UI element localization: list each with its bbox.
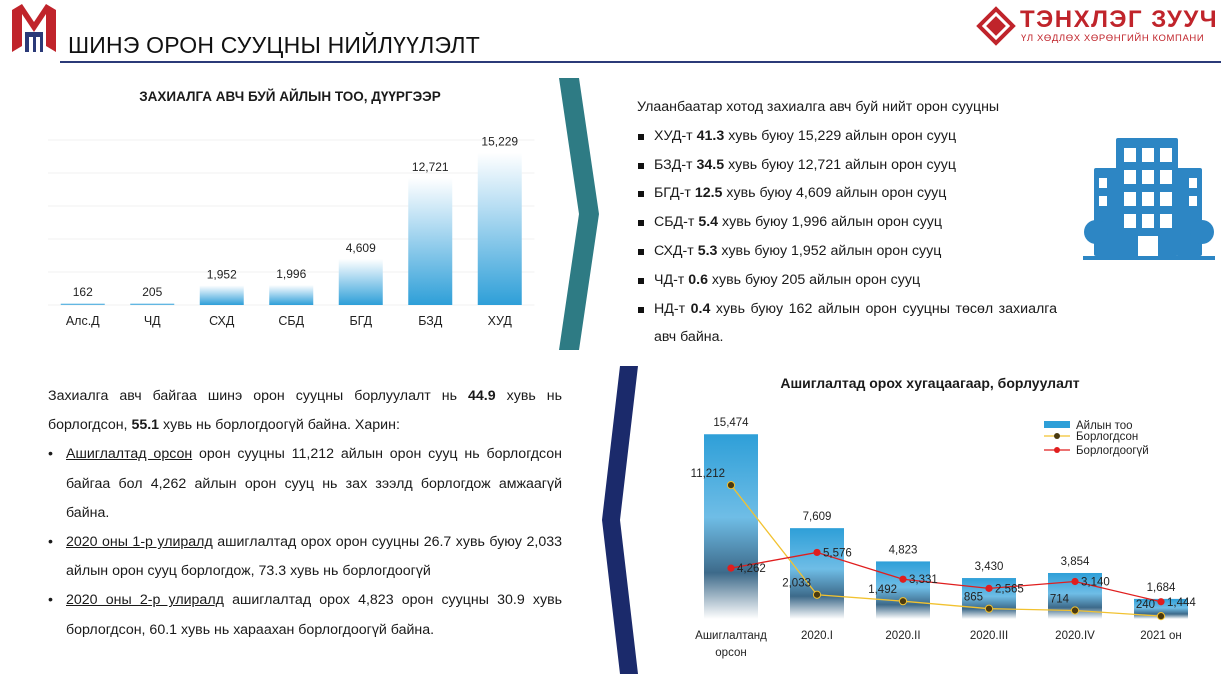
series-point: [985, 605, 992, 612]
series-point: [813, 591, 820, 598]
bar-value-label: 15,229: [481, 134, 519, 149]
bar-value-label: 1,952: [206, 267, 237, 282]
bar: [790, 528, 844, 619]
series-point: [899, 598, 906, 605]
sales-list: [48, 440, 562, 644]
list-item: НД-т 0.4 хувь буюу 162 айлын орон сууцны төсөл захиалга авч байна.: [637, 295, 1057, 353]
bar: [704, 434, 758, 619]
section-arrow-left: [598, 366, 642, 674]
category-label: Ашиглалтанд: [695, 630, 767, 642]
bar-value-label: 7,609: [802, 511, 832, 524]
bar-value-label: 15,474: [713, 417, 749, 430]
bar: [130, 303, 174, 305]
legend-swatch-point: [1054, 433, 1060, 439]
category-label: орсон: [715, 647, 747, 659]
bar-value-label: 12,721: [411, 159, 449, 174]
category-label: БЗД: [418, 314, 443, 328]
category-label: 2020.I: [801, 630, 833, 642]
point-value-label: 5,576: [823, 547, 852, 560]
ub-district-list: [637, 122, 1057, 352]
list-item: ЧД-т 0.6 хувь буюу 205 айлын орон сууц: [637, 266, 1057, 295]
category-label: ХУД: [487, 314, 512, 328]
bar-value-label: 4,609: [345, 240, 376, 255]
category-label: СБД: [278, 314, 305, 328]
bar-value-label: 1,996: [276, 267, 307, 282]
list-item: ХУД-т 41.3 хувь буюу 15,229 айлын орон сууц: [637, 122, 1057, 151]
point-value-label: 2,565: [995, 583, 1024, 596]
brand-name: ТЭНХЛЭГ ЗУУЧ: [1020, 6, 1219, 33]
category-label: СХД: [209, 314, 235, 328]
bar: [408, 178, 452, 305]
bar: [200, 285, 244, 305]
bar-value-label: 3,430: [974, 561, 1004, 574]
category-label: 2020.II: [885, 630, 921, 642]
series-point: [1071, 607, 1078, 614]
series-point: [985, 585, 992, 592]
brand-subtitle: ҮЛ ХӨДЛӨХ ХӨРӨНГИЙН КОМПАНИ: [1021, 33, 1205, 44]
bar: [478, 153, 522, 305]
category-label: ЧД: [143, 314, 161, 328]
list-item: • 2020 оны 1-р улиралд ашиглалтад орох орон сууцны 26.7 хувь буюу 2,033 айлын орон сууц борлогдож, 73.3 хувь нь борлогдоогүй: [48, 528, 562, 586]
point-value-label: 865: [963, 591, 983, 604]
ub-intro: Улаанбаатар хотод захиалга авч буй нийт орон сууцны: [637, 99, 1000, 115]
point-value-label: 2,033: [782, 577, 811, 590]
list-item: БЗД-т 34.5 хувь буюу 12,721 айлын орон сууц: [637, 151, 1057, 180]
district-bar-chart: [40, 110, 550, 340]
point-value-label: 240: [1135, 599, 1155, 612]
page-title: ШИНЭ ОРОН СУУЦНЫ НИЙЛҮҮЛЭЛТ: [68, 32, 480, 58]
point-value-label: 714: [1049, 593, 1069, 606]
series-point: [1157, 613, 1164, 620]
bar: [339, 259, 383, 305]
series-point: [1071, 578, 1078, 585]
brand-logo-icon: [976, 6, 1016, 46]
series-point: [1157, 598, 1164, 605]
section-arrow-right: [555, 78, 605, 350]
district-chart-title: ЗАХИАЛГА АВЧ БУЙ АЙЛЫН ТОО, ДҮҮРГЭЭР: [139, 89, 441, 104]
legend-label: Айлын тоо: [1076, 420, 1133, 432]
point-value-label: 3,140: [1081, 576, 1110, 589]
ub-summary: [637, 93, 1057, 352]
category-label: Алс.Д: [65, 314, 100, 328]
list-item: • 2020 оны 2-р улиралд ашиглалтад орох 4,823 орон сууцны 30.9 хувь борлогдсон, 60.1 хувь нь хараахан борлогдоогүй байна.: [48, 586, 562, 644]
sales-intro: Захиалга авч байгаа шинэ орон сууцны борлуулалт нь 44.9 хувь нь борлогдсон, 55.1 хувь нь борлогдоогүй байна. Харин:: [48, 388, 562, 434]
bar-value-label: 205: [142, 284, 163, 299]
list-item: БГД-т 12.5 хувь буюу 4,609 айлын орон сууц: [637, 179, 1057, 208]
category-label: БГД: [349, 314, 373, 328]
legend-swatch-point: [1054, 447, 1060, 453]
bar-value-label: 3,854: [1060, 555, 1090, 568]
legend-label: Борлогдсон: [1076, 431, 1139, 443]
point-value-label: 11,212: [690, 468, 725, 481]
bar: [269, 285, 313, 305]
point-value-label: 1,444: [1167, 596, 1196, 609]
series-point: [899, 576, 906, 583]
point-value-label: 3,331: [909, 574, 938, 587]
legend-label: Борлогдоогүй: [1076, 445, 1149, 457]
header-divider: [60, 61, 1221, 63]
point-value-label: 1,492: [868, 584, 897, 597]
series-point: [727, 482, 734, 489]
bar-value-label: 162: [72, 285, 93, 299]
series-point: [727, 565, 734, 572]
list-item: СБД-т 5.4 хувь буюу 1,996 айлын орон сууц: [637, 208, 1057, 237]
series-point: [813, 549, 820, 556]
sales-summary: [48, 382, 562, 645]
bar-value-label: 4,823: [888, 544, 918, 557]
list-item: СХД-т 5.3 хувь буюу 1,952 айлын орон сууц: [637, 237, 1057, 266]
sales-chart-title: Ашиглалтад орох хугацаагаар, борлуулалт: [780, 375, 1080, 391]
list-item: • Ашиглалтад орсон орон сууцны 11,212 айлын орон сууц нь борлогдсон байгаа бол 4,262 айлын орон сууц нь зах зээлд борлогдож амжаагүй байна.: [48, 440, 562, 528]
category-label: 2020.III: [969, 630, 1009, 642]
sales-combo-chart: [676, 395, 1221, 675]
bar-value-label: 1,684: [1146, 581, 1176, 594]
company-logo-icon: [10, 2, 58, 54]
category-label: 2021 он: [1140, 630, 1182, 642]
building-icon: [1078, 128, 1218, 263]
legend-swatch-bar: [1044, 421, 1070, 428]
point-value-label: 4,262: [737, 563, 766, 576]
category-label: 2020.IV: [1055, 630, 1095, 642]
bar: [61, 303, 105, 305]
